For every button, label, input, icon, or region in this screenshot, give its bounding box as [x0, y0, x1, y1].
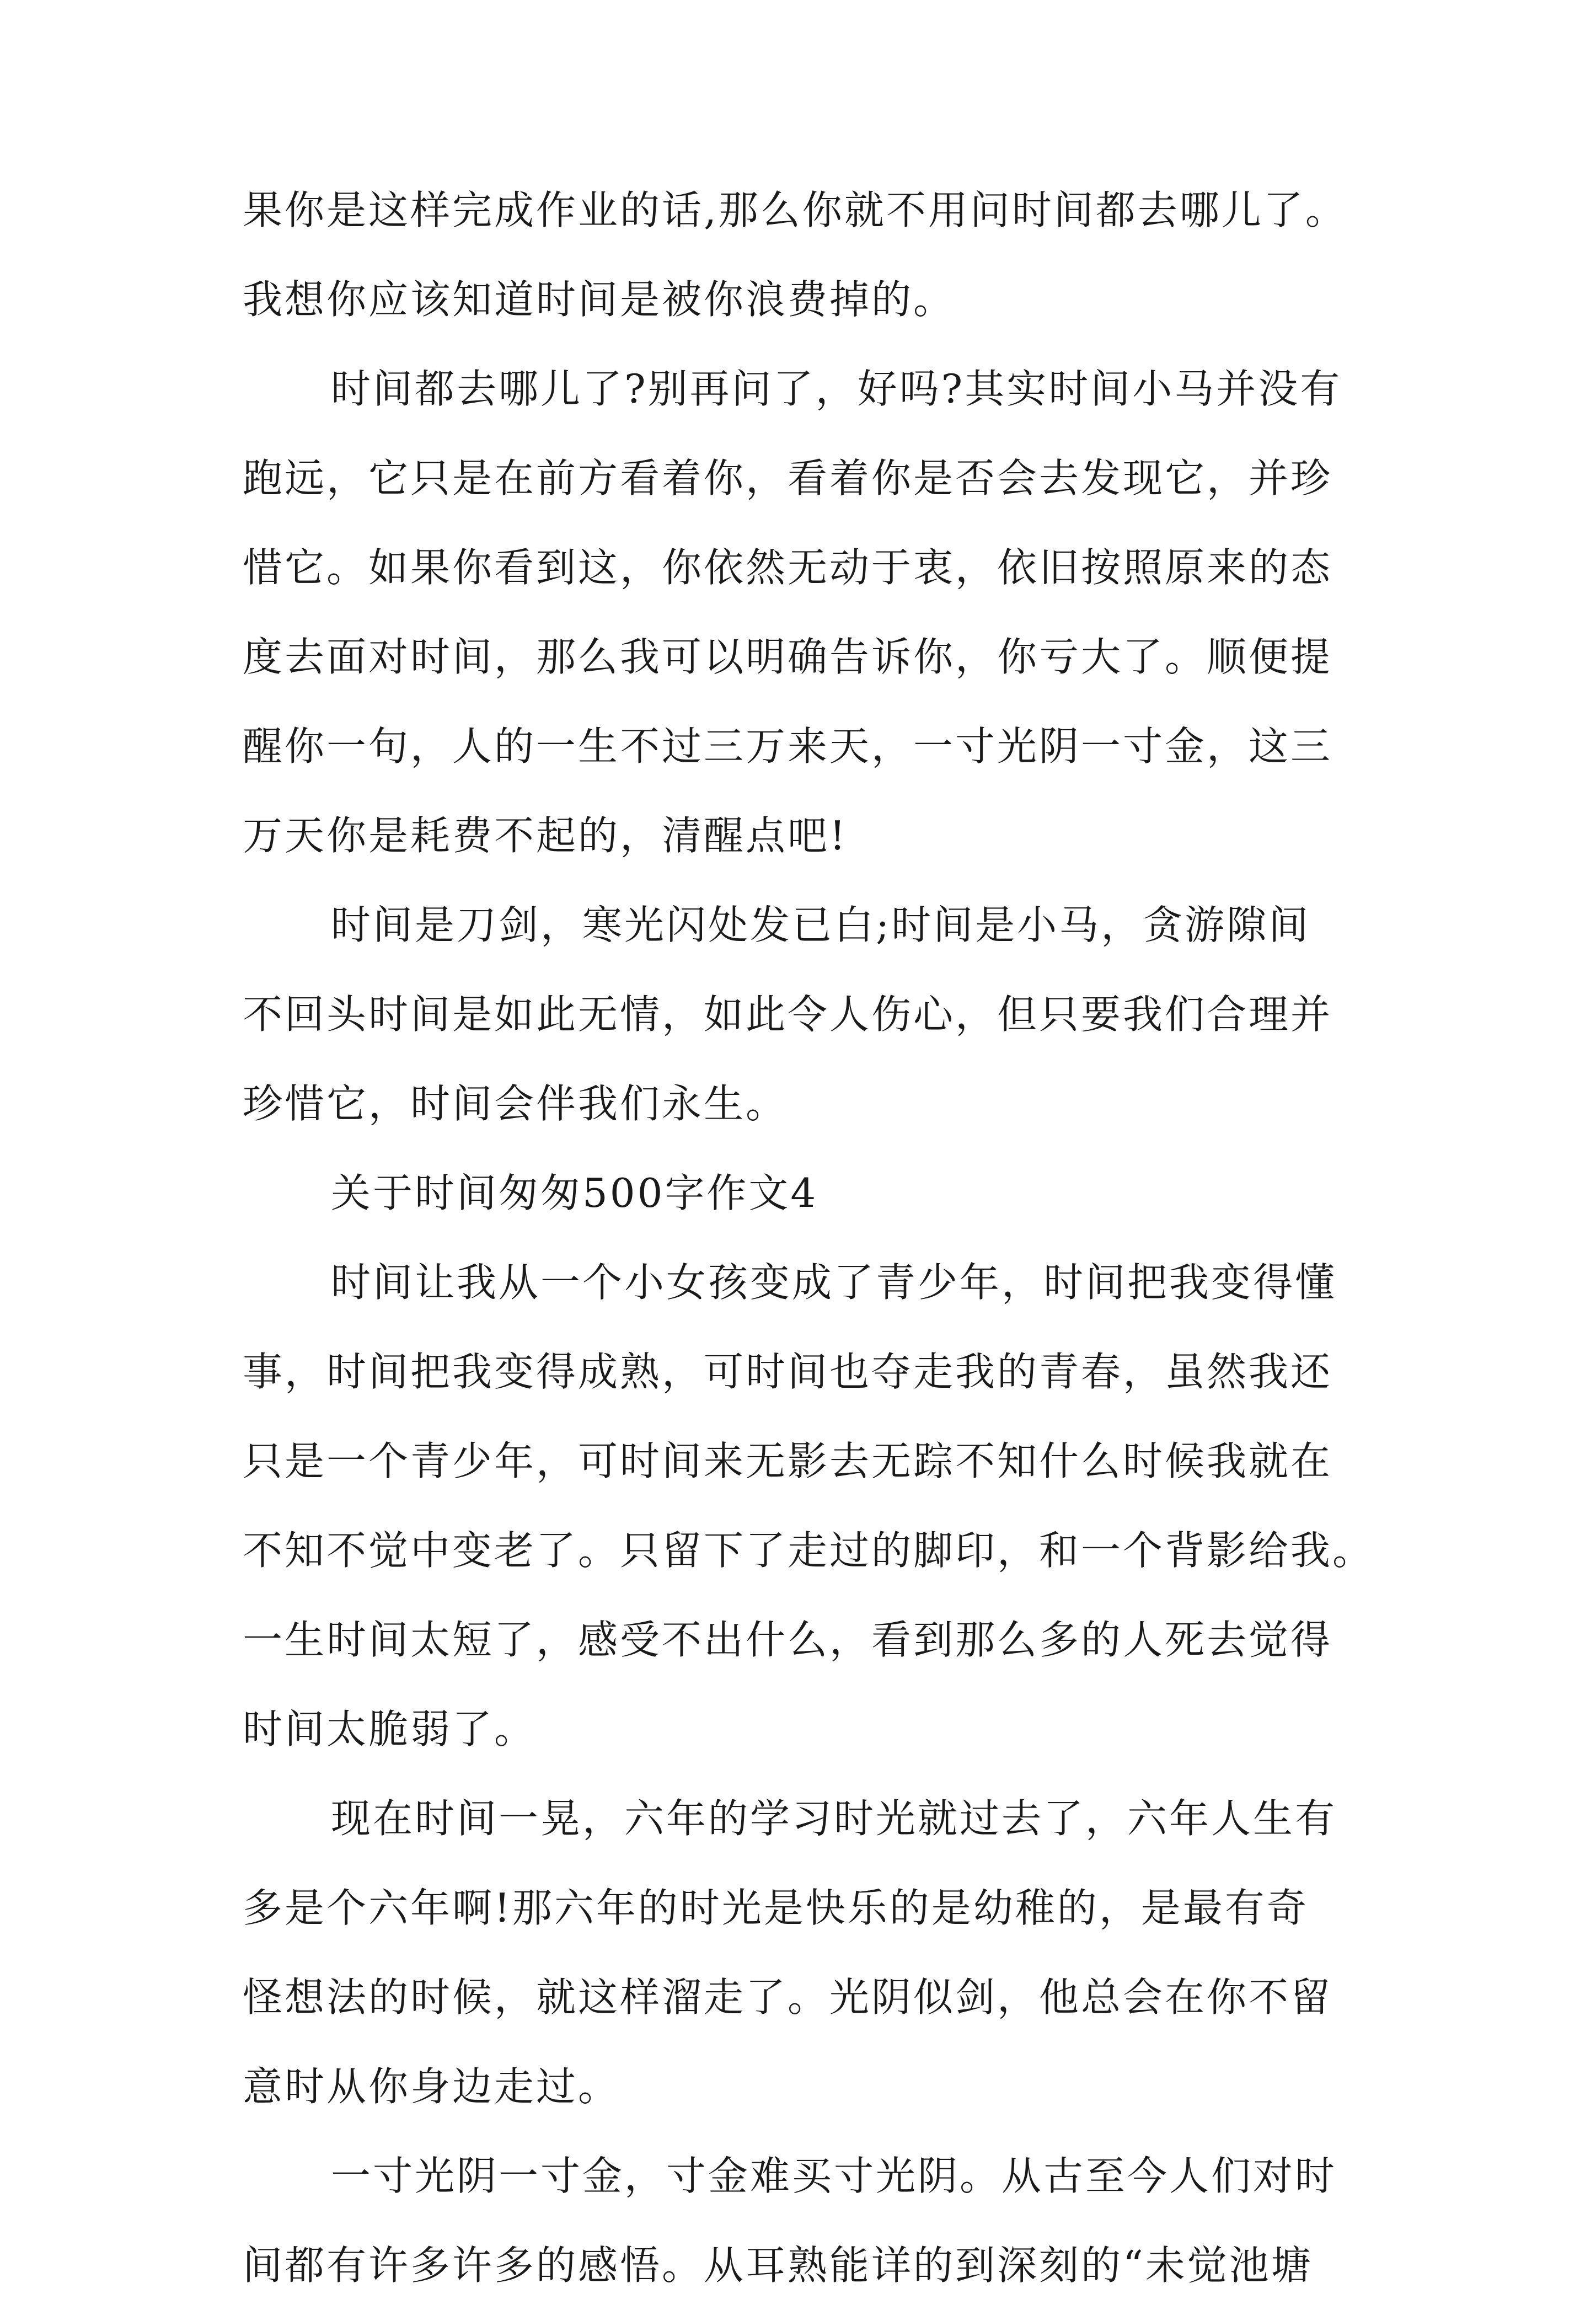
text-line: 不知不觉中变老了。只留下了走过的脚印，和一个背影给我。 [243, 1527, 1375, 1574]
text-line: 一生时间太短了，感受不出什么，看到那么多的人死去觉得 [243, 1617, 1333, 1663]
document-body [243, 165, 1401, 2310]
text-line: 事，时间把我变得成熟，可时间也夺走我的青春，虽然我还 [243, 1349, 1333, 1395]
text-line: 时间是刀剑，寒光闪处发已白;时间是小马，贪游隙间 [331, 902, 1311, 948]
text-line: 时间太脆弱了。 [243, 1706, 537, 1752]
text-line: 怪想法的时候，就这样溜走了。光阴似剑，他总会在你不留 [243, 1974, 1333, 2020]
text-line: 现在时间一晃，六年的学习时光就过去了，六年人生有 [331, 1795, 1337, 1842]
text-line: 时间都去哪儿了?别再问了，好吗?其实时间小马并没有 [331, 366, 1342, 412]
text-line: 果你是这样完成作业的话,那么你就不用问时间都去哪儿了。 [243, 187, 1347, 233]
text-line: 跑远，它只是在前方看着你，看着你是否会去发现它，并珍 [243, 455, 1333, 501]
text-line: 万天你是耗费不起的，清醒点吧! [243, 812, 848, 859]
text-line: 一寸光阴一寸金，寸金难买寸光阴。从古至今人们对时 [331, 2153, 1337, 2199]
text-line: 时间让我从一个小女孩变成了青少年，时间把我变得懂 [331, 1259, 1337, 1306]
text-line: 醒你一句，人的一生不过三万来天，一寸光阴一寸金，这三 [243, 723, 1333, 769]
text-line: 间都有许多许多的感悟。从耳熟能详的到深刻的“未觉池塘 [243, 2242, 1313, 2288]
text-line: 珍惜它，时间会伴我们永生。 [243, 1081, 788, 1127]
text-line: 多是个六年啊!那六年的时光是快乐的是幼稚的，是最有奇 [243, 1885, 1309, 1931]
text-line: 度去面对时间，那么我可以明确告诉你，你亏大了。顺便提 [243, 634, 1333, 680]
text-line: 关于时间匆匆500字作文4 [331, 1170, 818, 1216]
text-line: 不回头时间是如此无情，如此令人伤心，但只要我们合理并 [243, 991, 1333, 1038]
text-line: 我想你应该知道时间是被你浪费掉的。 [243, 276, 956, 323]
text-line: 只是一个青少年，可时间来无影去无踪不知什么时候我就在 [243, 1438, 1333, 1484]
text-line: 惜它。如果你看到这，你依然无动于衷，依旧按照原来的态 [243, 544, 1333, 591]
text-line: 意时从你身边走过。 [243, 2063, 620, 2110]
